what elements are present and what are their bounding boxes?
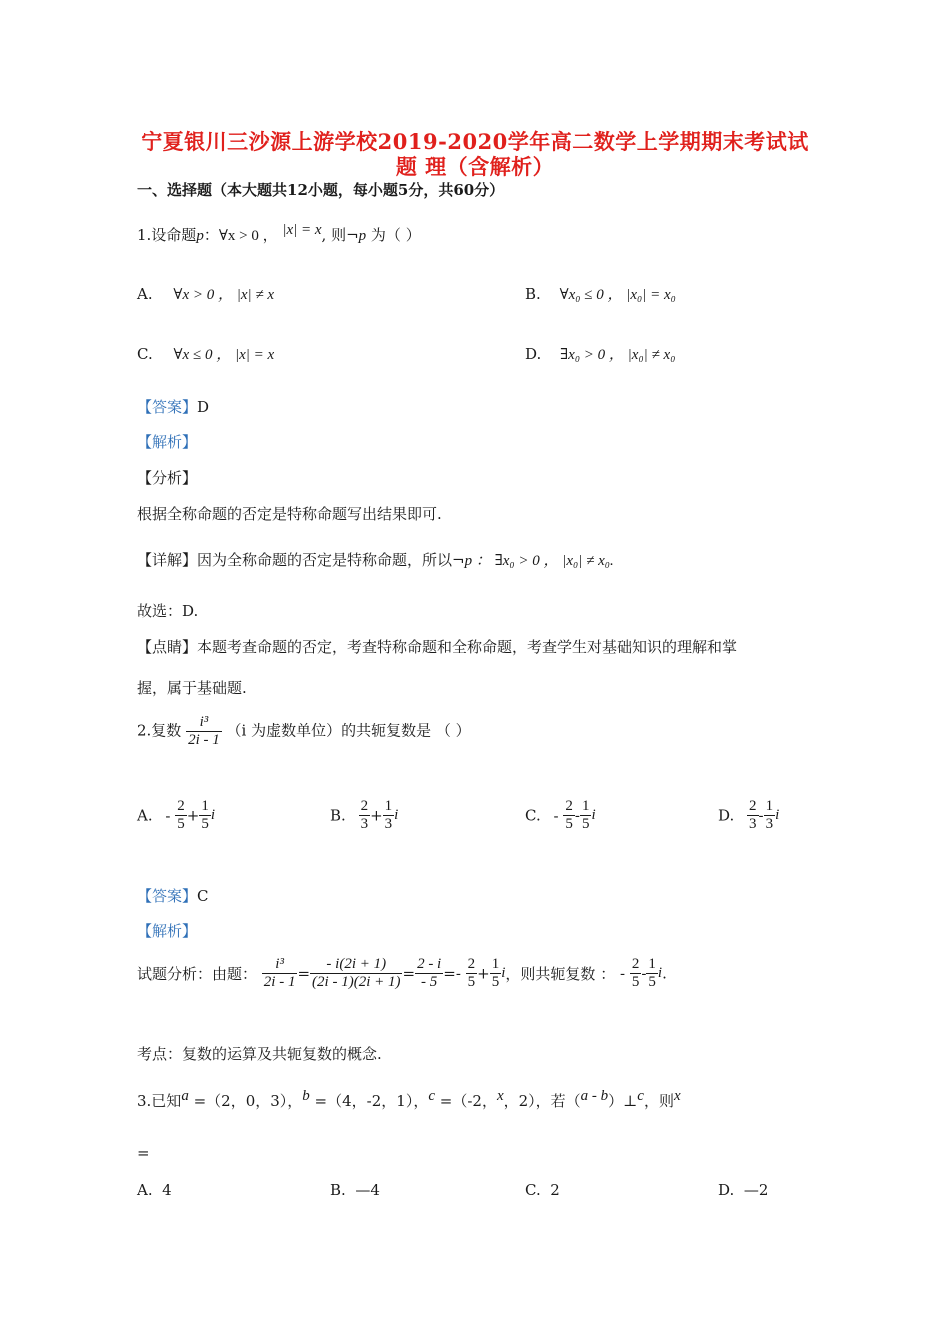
q2-kaodian: 考点：复数的运算及共轭复数的概念. — [137, 1045, 382, 1063]
q1-p: p — [196, 228, 204, 244]
frac-den: 5 — [201, 816, 209, 832]
frac-num: 1 — [491, 956, 500, 972]
frac-num: i³ — [199, 714, 209, 730]
frac-num: i³ — [275, 956, 284, 972]
frac-den: 2i - 1 — [188, 732, 220, 748]
frac-den: 5 — [491, 974, 500, 990]
frac-num: 1 — [581, 798, 590, 814]
solution-end: . — [662, 964, 667, 983]
q1-choose: 故选：D. — [137, 602, 199, 620]
q1-option-b — [525, 283, 676, 304]
option-expr: ∃x₀ > 0 ， |x₀| ≠ x₀ — [560, 347, 676, 363]
frac-num: 1 — [648, 956, 656, 972]
conj-sign: - — [619, 964, 626, 983]
vector-a-minus-b: a - b — [580, 1088, 609, 1104]
frac-den: 5 — [565, 816, 573, 832]
option-letter: C. — [525, 806, 541, 825]
frac-den: 5 — [648, 974, 656, 990]
q2-option-c — [525, 798, 596, 833]
option-tail: i — [591, 807, 596, 823]
option-tail: i — [394, 807, 399, 823]
option-letter: D. — [525, 345, 542, 363]
frac-num: 2 — [749, 798, 757, 814]
vector-a: a — [181, 1088, 189, 1104]
answer-value: D — [197, 398, 210, 416]
result-op: + — [477, 964, 490, 983]
frac-den: 2i - 1 — [263, 974, 296, 990]
vector-c-value-1: =（-2， — [435, 1092, 497, 1110]
q2-prefix: 2.复数 — [137, 721, 182, 740]
result-sign: - — [455, 964, 461, 983]
answer-label: 【答案】 — [137, 887, 198, 905]
option-op: - — [574, 806, 580, 825]
option-op: - — [758, 806, 764, 825]
option-value: 4 — [162, 1181, 172, 1199]
option-letter: A. — [137, 1181, 153, 1199]
q1-analysis-label: 【解析】 — [137, 433, 198, 451]
equals-sign: = — [443, 964, 456, 983]
document-title-line1: 宁夏银川三沙源上游学校2019-2020学年高二数学上学期期末考试试 — [141, 129, 809, 154]
q2-option-d — [718, 798, 779, 833]
vector-c-value-2: ，2），若（ — [503, 1092, 581, 1110]
document-title-line2: 题 理（含解析） — [395, 154, 555, 179]
section-heading: 一、选择题（本大题共12小题，每小题5分，共60分） — [137, 181, 505, 199]
q1-answer — [137, 396, 209, 417]
q1-option-c — [137, 343, 274, 364]
comment-text: 本题考查命题的否定，考查特称命题和全称命题，考查学生对基础知识的理解和掌 — [197, 638, 738, 656]
equals-sign: = — [402, 964, 416, 983]
answer-label: 【答案】 — [137, 398, 198, 416]
frac-num: 1 — [201, 798, 209, 814]
detail-text: 因为全称命题的否定是特称命题，所以¬ — [197, 551, 465, 569]
answer-value: C — [197, 887, 209, 905]
equals-sign: = — [297, 964, 311, 983]
option-letter: D. — [718, 806, 735, 825]
frac-den: 3 — [765, 816, 774, 832]
option-expr: ∀x ≤ 0 ， |x| = x — [173, 347, 275, 363]
conj-op: - — [641, 964, 647, 983]
vector-b: b — [302, 1088, 310, 1104]
frac-num: 2 — [177, 798, 185, 814]
q2-solution — [137, 956, 667, 991]
q2-option-b — [330, 798, 398, 833]
question-3-stem — [137, 1090, 681, 1111]
option-letter: A. — [137, 806, 153, 825]
q1-option-d — [525, 343, 675, 364]
q1-prefix: 1.设命题 — [137, 226, 197, 244]
q2-answer — [137, 885, 209, 906]
variable-x: x — [496, 1088, 504, 1104]
q2-analysis-label: 【解析】 — [137, 922, 198, 940]
solution-prefix: 试题分析：由题： — [137, 965, 258, 983]
frac-num: 1 — [765, 798, 774, 814]
option-op: + — [370, 806, 383, 825]
frac-num: 2 — [360, 798, 369, 814]
frac-num: 2 — [467, 956, 476, 972]
detail-p: p — [464, 553, 473, 569]
q1-fenxi-text: 根据全称命题的否定是特称命题写出结果即可. — [137, 505, 442, 523]
option-sign: - — [553, 806, 559, 825]
frac-den: 5 — [177, 816, 185, 832]
option-letter: B. — [330, 806, 346, 825]
q2-option-a — [137, 798, 215, 833]
frac-num: - i(2i + 1) — [326, 956, 387, 972]
frac-den: 5 — [631, 974, 640, 990]
frac-num: 1 — [384, 798, 393, 814]
q3-equals: = — [137, 1144, 150, 1162]
vector-b-value: =（4，-2，1）， — [309, 1092, 429, 1110]
q3-option-d — [718, 1181, 768, 1199]
q3-option-c — [525, 1181, 560, 1199]
comment-label: 【点睛】 — [137, 638, 198, 656]
option-letter: D. — [718, 1181, 735, 1199]
option-op: + — [186, 806, 200, 825]
perp-symbol: ）⊥ — [608, 1092, 638, 1110]
option-letter: B. — [525, 285, 541, 303]
conj-tail: i — [657, 965, 663, 981]
q2-fraction — [186, 714, 222, 749]
q3-prefix: 3.已知 — [137, 1092, 182, 1110]
option-expr: ∀x > 0 ， |x| ≠ x — [173, 287, 275, 303]
vector-c: c — [428, 1088, 435, 1104]
q1-abs: |x| = x — [282, 222, 322, 238]
frac-num: 2 — [565, 798, 573, 814]
vector-c-2: c — [637, 1088, 644, 1104]
q1-fenxi-label: 【分析】 — [137, 469, 198, 487]
option-tail: i — [210, 807, 215, 823]
option-value: 2 — [550, 1181, 560, 1199]
frac-den: (2i - 1)(2i + 1) — [312, 974, 401, 990]
option-tail: i — [775, 807, 780, 823]
frac-den: - 5 — [415, 973, 443, 991]
q1-option-a — [137, 283, 274, 304]
detail-label: 【详解】 — [137, 551, 198, 569]
q1-comment-2: 握，属于基础题. — [137, 679, 247, 697]
question-1-stem — [137, 224, 421, 245]
q1-detail — [137, 549, 614, 570]
solution-mid: ，则共轭复数 ： — [505, 965, 616, 983]
vector-a-value: =（2，0，3）， — [188, 1092, 303, 1110]
option-sign: - — [165, 806, 171, 825]
option-value: —2 — [743, 1181, 769, 1199]
q1-colon: ：∀x > 0 ， — [203, 228, 278, 244]
option-letter: B. — [330, 1181, 346, 1199]
frac-den: 5 — [467, 974, 476, 990]
q1-p2: p — [358, 228, 367, 244]
option-value: —4 — [355, 1181, 380, 1199]
frac-den: 5 — [581, 816, 590, 832]
frac-num: 2 - i — [417, 956, 442, 972]
q1-then: , 则¬ — [321, 226, 359, 244]
detail-expr: ： ∃x₀ > 0 ， |x₀| ≠ x₀. — [472, 553, 614, 569]
question-2-stem — [137, 714, 471, 749]
q1-comment-1 — [137, 636, 737, 657]
q3-option-a — [137, 1181, 172, 1199]
option-letter: C. — [525, 1181, 541, 1199]
option-expr: ∀x₀ ≤ 0 ， |x₀| = x₀ — [559, 287, 676, 303]
frac-den: 3 — [749, 816, 757, 832]
q2-suffix: （i 为虚数单位）的共轭复数是 （ ） — [226, 721, 471, 740]
option-letter: C. — [137, 345, 153, 363]
frac-den: 3 — [384, 816, 393, 832]
variable-x-2: x — [673, 1088, 681, 1104]
option-letter: A. — [137, 285, 153, 303]
q3-option-b — [330, 1181, 380, 1199]
q1-suffix: 为（ ） — [366, 226, 421, 244]
q3-then: ，则 — [643, 1092, 674, 1110]
frac-num: 2 — [631, 956, 640, 972]
result-tail: i — [501, 965, 506, 981]
frac-den: 3 — [360, 816, 369, 832]
